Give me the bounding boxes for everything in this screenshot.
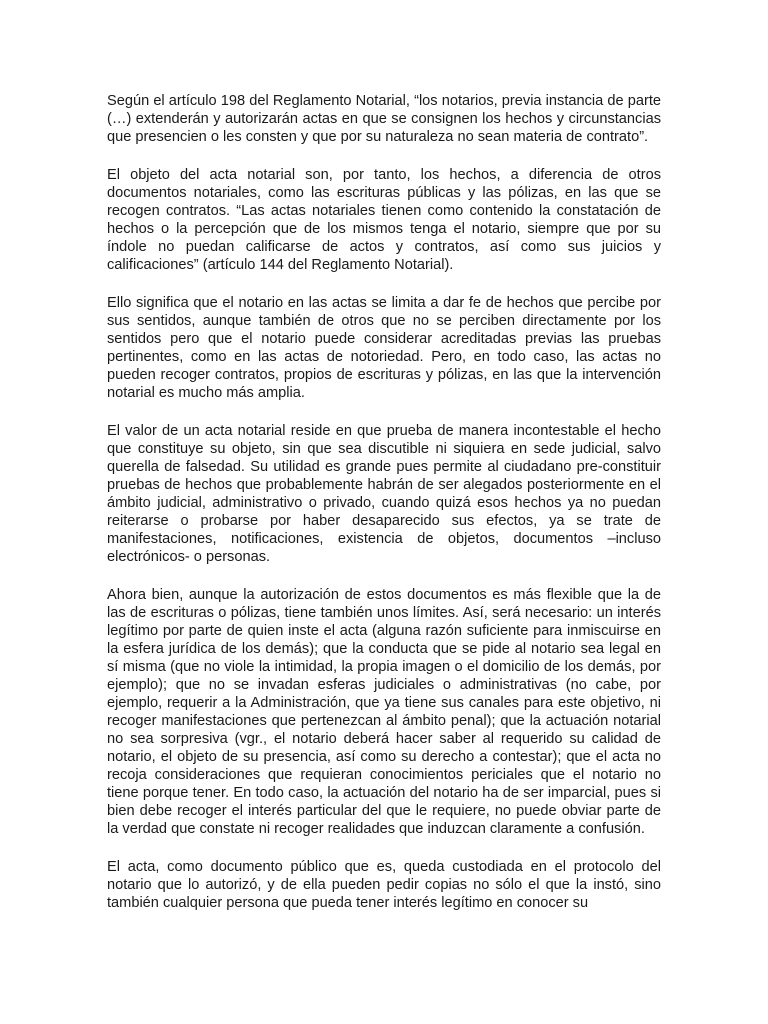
paragraph-6: El acta, como documento público que es, queda custodiada en el protocolo del notario que lo autorizó, y de ella pueden pedir copias no sólo el que la instó, sino también cualquier persona que pueda tener interés legítimo en conocer su xyxy=(107,859,661,911)
paragraph-2: El objeto del acta notarial son, por tanto, los hechos, a diferencia de otros documentos notariales, como las escrituras públicas y las pólizas, en las que se recogen contratos. “Las actas notariales tienen como contenido la constatación de hechos o la percepción que de los mismos tenga el notario, siempre que por su índole no puedan calificarse de actos y contratos, así como sus juicios y calificaciones” (artículo 144 del Reglamento Notarial). xyxy=(107,167,661,273)
paragraph-5: Ahora bien, aunque la autorización de estos documentos es más flexible que la de las de escrituras o pólizas, tiene también unos límites. Así, será necesario: un interés legítimo por parte de quien inste el acta (alguna razón suficiente para inmiscuirse en la esfera jurídica de los demás); que la conducta que se pide al notario sea legal en sí misma (que no viole la intimidad, la propia imagen o el domicilio de los demás, por ejemplo); que no se invadan esferas judiciales o administrativas (no cabe, por ejemplo, requerir a la Administración, que ya tiene sus canales para este objetivo, ni recoger manifestaciones que pertenezcan al ámbito penal); que la actuación notarial no sea sorpresiva (vgr., el notario deberá hacer saber al requerido su calidad de notario, el objeto de su presencia, así como su derecho a contestar); que el acta no recoja consideraciones que requieran conocimientos periciales que el notario no tiene porque tener. En todo caso, la actuación del notario ha de ser imparcial, pues si bien debe recoger el interés particular del que le requiere, no puede obviar parte de la verdad que constate ni recoger realidades que induzcan claramente a confusión. xyxy=(107,587,661,837)
document-body xyxy=(107,92,661,932)
paragraph-3: Ello significa que el notario en las actas se limita a dar fe de hechos que percibe por sus sentidos, aunque también de otros que no se perciben directamente por los sentidos pero que el notario puede considerar acreditadas previas las pruebas pertinentes, como en las actas de notoriedad. Pero, en todo caso, las actas no pueden recoger contratos, propios de escrituras y pólizas, en las que la intervención notarial es mucho más amplia. xyxy=(107,295,661,401)
paragraph-1: Según el artículo 198 del Reglamento Notarial, “los notarios, previa instancia de parte (…) extenderán y autorizarán actas en que se consignen los hechos y circunstancias que presencien o les consten y que por su naturaleza no sean materia de contrato”. xyxy=(107,93,661,145)
paragraph-4: El valor de un acta notarial reside en que prueba de manera incontestable el hecho que constituye su objeto, sin que sea discutible ni siquiera en sede judicial, salvo querella de falsedad. Su utilidad es grande pues permite al ciudadano pre-constituir pruebas de hechos que probablemente habrán de ser alegados posteriormente en el ámbito judicial, administrativo o privado, cuando quizá esos hechos ya no puedan reiterarse o probarse por haber desaparecido sus efectos, ya se trate de manifestaciones, notificaciones, existencia de objetos, documentos –incluso electrónicos- o personas. xyxy=(107,423,661,565)
